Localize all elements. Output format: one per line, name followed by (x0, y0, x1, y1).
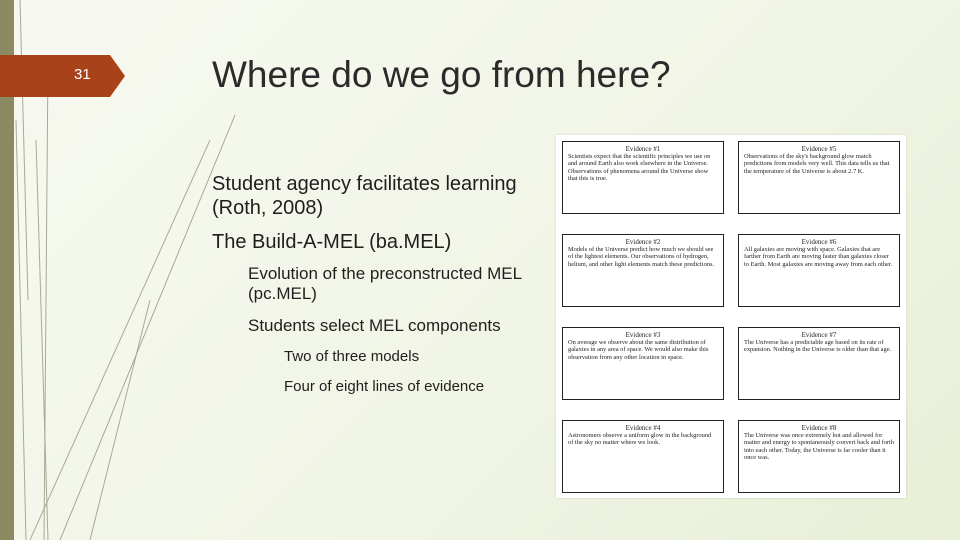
evidence-card-title: Evidence #1 (625, 145, 661, 153)
evidence-card-body: Astronomers observe a uniform glow in the background of the sky no matter where we look. (568, 432, 712, 447)
evidence-card-body: Scientists expect that the scientific principles we use on and around Earth also work elsewhere in the Universe. Observations of phenomena around the Universe show that this is true. (568, 153, 711, 183)
evidence-card-body: On average we observe about the same distribution of galaxies in any area of space. We would also make this observation from any other location in space. (568, 339, 709, 361)
evidence-card-3 (562, 327, 724, 400)
bullet-level1: The Build-A-MEL (ba.MEL) (212, 231, 452, 253)
bullet-level2: Students select MEL components (248, 316, 501, 335)
slide-number-tab (0, 55, 125, 97)
evidence-card-title: Evidence #3 (625, 331, 661, 339)
bullet-list (212, 172, 542, 396)
evidence-card-6 (738, 234, 900, 307)
evidence-card-title: Evidence #5 (801, 145, 837, 153)
slide-title: Where do we go from here? (212, 54, 671, 95)
evidence-card-2 (562, 234, 724, 307)
evidence-card-body: The Universe was once extremely hot and allowed for matter and energy to spontaneously convert back and forth into each other. Today, the Universe is far cooler than it once was. (744, 432, 895, 462)
evidence-card-title: Evidence #6 (801, 238, 837, 246)
evidence-card-title: Evidence #4 (625, 424, 661, 432)
evidence-cards-image (556, 135, 906, 498)
evidence-card-body: Models of the Universe predict how much we should see of the lightest elements. Our observations of hydrogen, helium, and other light elements match these predictions. (568, 246, 715, 268)
evidence-card-body: Observations of the sky's background glow match predictions from models very well. This data tells us that the temperature of the Universe is about 2.7 K. (744, 153, 890, 175)
evidence-card-title: Evidence #8 (801, 424, 837, 432)
bullet-level3: Two of three models (284, 348, 420, 365)
bullet-level2: Evolution of the preconstructed MEL (pc.MEL) (248, 264, 522, 303)
slide-number: 31 (74, 66, 91, 83)
evidence-card-body: The Universe has a predictable age based on its rate of expansion. Nothing in the Universe is older than that age. (744, 339, 892, 354)
evidence-card-7 (738, 327, 900, 400)
bullet-level3: Four of eight lines of evidence (284, 378, 485, 395)
evidence-card-title: Evidence #7 (801, 331, 837, 339)
evidence-card-title: Evidence #2 (625, 238, 661, 246)
evidence-card-1 (562, 141, 724, 214)
evidence-card-5 (738, 141, 900, 214)
evidence-card-8 (738, 420, 900, 493)
evidence-card-body: All galaxies are moving with space. Galaxies that are farther from Earth are moving faster than galaxies closer to Earth. Most galaxies are moving away from each other. (744, 246, 893, 268)
bullet-level1: Student agency facilitates learning (Roth, 2008) (212, 173, 517, 219)
evidence-card-4 (562, 420, 724, 493)
